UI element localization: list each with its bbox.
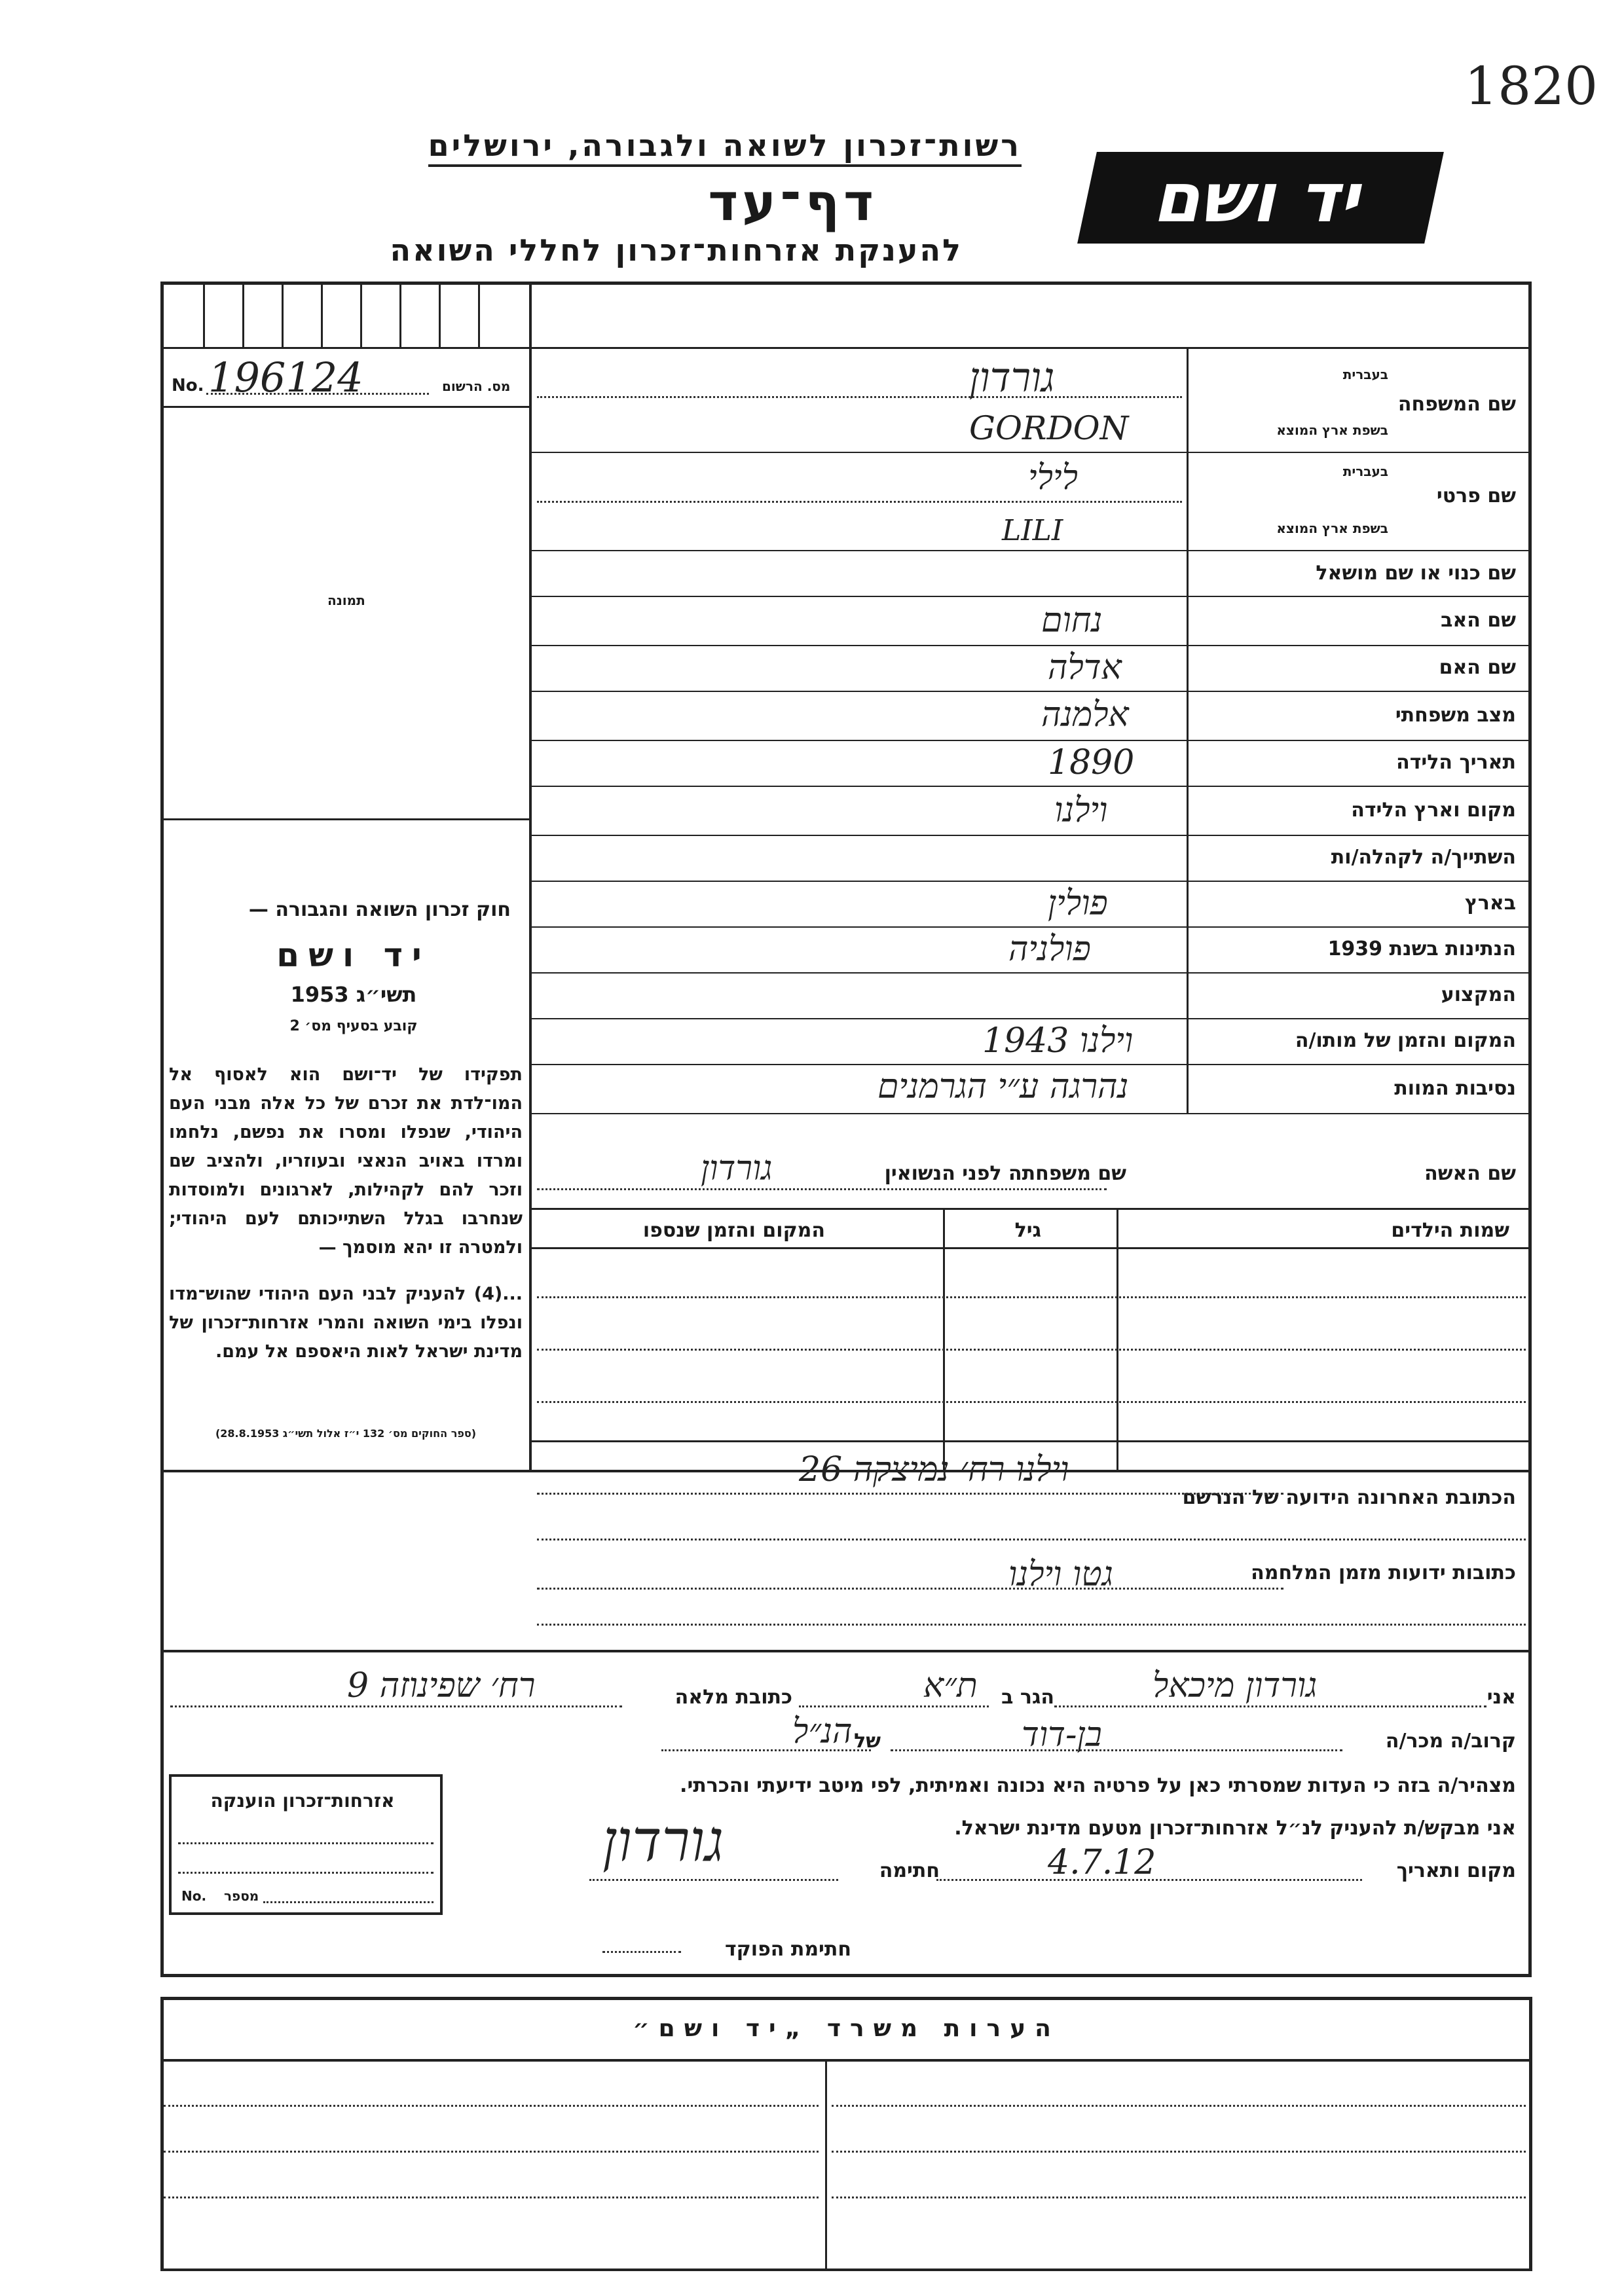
nationality-1939-label: הנתינות בשנת 1939 xyxy=(1327,938,1516,960)
birth-place-value: וילנו xyxy=(1054,791,1108,830)
birth-place-label: מקום וארץ הלידה xyxy=(1351,799,1516,822)
place-date-label: מקום ותאריך xyxy=(1396,1859,1516,1882)
father-name-value: נחום xyxy=(1041,601,1103,640)
first-name-origin-value: LILI xyxy=(1002,514,1063,547)
marital-status-label: מצב משפחתי xyxy=(1395,704,1516,727)
death-circumstances-label: נסיבות המוות xyxy=(1394,1077,1516,1100)
family-name-hebrew-value: גורדון xyxy=(969,354,1055,401)
law-source: (ספר החוקים מס׳ 132 י״ז אלול תשי״ג 28.8.1953) xyxy=(215,1427,477,1440)
registration-no-label: No. xyxy=(172,376,204,395)
father-name-label: שם האב xyxy=(1441,609,1516,632)
law-paragraph-1: תפקידו של יד־ושם הוא לאסוף אל המו־לדת את זכרם של כל אלה מבני העם היהודי, שנפלו ומסרו את נפשם, נלחמו ומרדו באויב הנאצי ובעוזריו, ולהציב שם וזכר להם לקהילות, לארגונים ולמוסדות שנחרבו בגלל השתייכותם לעם היהודי; ולמטרה זו יהא מוסמך — xyxy=(169,1065,523,1258)
first-name-label: שם פרטי xyxy=(1436,484,1516,507)
declarant-name-value: גורדון מיכאל xyxy=(1153,1666,1318,1705)
registration-label: מס. הרשום xyxy=(442,378,511,394)
label-column-divider xyxy=(1187,347,1189,1113)
yad-vashem-logo: יד ושם xyxy=(1077,152,1444,244)
declaration-line-2: אני מבקש/ת להעניק לנ״ל אזרחות־זכרון מטעם מדינת ישראל. xyxy=(954,1817,1516,1840)
country-value: פולין xyxy=(1048,884,1108,923)
declarant-city-value: ת״א xyxy=(923,1666,978,1705)
relation-of-value: הנ״ל xyxy=(792,1712,853,1751)
birth-date-value: 1890 xyxy=(1048,743,1135,782)
children-names-header: שמות הילדים xyxy=(1391,1219,1509,1242)
declarant-address-value: רח׳ שפינוזה 9 xyxy=(347,1666,536,1705)
place-date-value: 4.7.12 xyxy=(1048,1843,1156,1882)
law-title: חוק זכרון השואה והגבורה — xyxy=(248,898,511,921)
last-address-value: וילנו רח׳ נמיצקה 26 xyxy=(799,1450,1069,1489)
relation-value: בן-דוד xyxy=(1022,1715,1102,1755)
citizenship-box xyxy=(169,1774,443,1915)
country-label: בארץ xyxy=(1464,892,1516,915)
wife-maiden-value: גורדון xyxy=(701,1149,773,1188)
family-name-label: שם המשפחה xyxy=(1397,393,1516,416)
birth-date-label: תאריך הלידה xyxy=(1396,751,1516,774)
wife-maiden-label: שם משפחתה לפני הנשואין xyxy=(884,1162,1126,1185)
death-circumstances-value: נהרגה ע״י הגרמנים xyxy=(877,1067,1129,1106)
office-notes-title: הערות משרד „יד ושם״ xyxy=(633,2015,1060,2042)
death-place-time-label: המקום והזמן של מותו/ה xyxy=(1295,1029,1516,1052)
citizenship-box-no-label: No. xyxy=(181,1888,207,1904)
of-label: של xyxy=(854,1730,881,1753)
registration-number: 196124 xyxy=(208,354,363,401)
nickname-label: שם כנוי או שם מושאל xyxy=(1316,562,1516,585)
first-name-origin-sublabel: בשפת ארץ המוצא xyxy=(1276,520,1388,536)
signature-label: חתימה xyxy=(879,1859,940,1882)
declarant-address-label: כתובת מלאה xyxy=(674,1686,792,1709)
death-place-time-value: וילנו 1943 xyxy=(982,1021,1134,1061)
mother-name-label: שם האם xyxy=(1439,656,1516,679)
family-name-hebrew-sublabel: בעברית xyxy=(1342,367,1388,382)
law-paragraph-2: ...(4) להעניק לבני העם היהודי שהוש־מדו ונפלו בימי השואה והמרי אזרחות־זכרון של מדינת ישראל לאות היאספם אל עמם. xyxy=(169,1284,523,1362)
first-name-hebrew-value: לילי xyxy=(1028,458,1078,498)
first-name-hebrew-sublabel: בעברית xyxy=(1342,464,1388,479)
officer-signature-label: חתימת הפוקד xyxy=(725,1938,851,1961)
war-addresses-label: כתובות ידועות מזמן המלחמה xyxy=(1251,1561,1516,1584)
signature-value: גורדון xyxy=(602,1807,724,1874)
tick-boxes xyxy=(164,285,530,349)
authority-header: רשות־זכרון לשואה ולגבורה, ירושלים xyxy=(428,128,1022,167)
declaration-line-1: מצהיר/ה בזה כי העדות שמסרתי כאן על פרטיה היא נכונה ואמיתית, לפי מיטב ידיעתי והכרתי. xyxy=(680,1774,1516,1797)
family-name-origin-value: GORDON xyxy=(969,409,1129,447)
children-age-header: גיל xyxy=(1014,1219,1041,1242)
relative-label: קרוב/ה מכר/ה xyxy=(1385,1730,1516,1753)
citizenship-box-number-label: מספר xyxy=(224,1888,259,1904)
left-column-divider xyxy=(529,285,532,1470)
wife-label: שם האשה xyxy=(1424,1162,1516,1185)
mother-name-value: אדלה xyxy=(1048,648,1122,687)
form-subtitle: להענקת אזרחות־זכרון לחללי השואה xyxy=(390,232,963,268)
children-fate-header: המקום והזמן שנספו xyxy=(642,1219,825,1242)
family-name-origin-sublabel: בשפת ארץ המוצא xyxy=(1276,422,1388,438)
form-title: דף־עד xyxy=(708,173,877,232)
declarant-resides-label: הגר ב xyxy=(1001,1686,1054,1709)
marital-status-value: אלמנה xyxy=(1041,695,1129,735)
law-name: יד ושם xyxy=(276,936,431,974)
photo-label: תמונה xyxy=(327,592,365,608)
law-year: תשי״ג 1953 xyxy=(290,982,417,1007)
war-addresses-value: גטו וילנו xyxy=(1008,1555,1113,1594)
law-reference: קובע בסעיף מס׳ 2 xyxy=(289,1018,418,1034)
archive-number: 1820 xyxy=(1464,56,1598,117)
citizenship-box-title: אזרחות־זכרון הוענקה xyxy=(210,1790,395,1812)
declarant-i-label: אני xyxy=(1486,1686,1516,1709)
last-address-label: הכתובת האחרונה הידועה של הנרשם xyxy=(1182,1486,1516,1509)
profession-label: המקצוע xyxy=(1441,983,1516,1006)
nationality-1939-value: פולניה xyxy=(1008,930,1091,969)
community-label: השתייך/ה לקהלה/ות xyxy=(1331,846,1516,869)
